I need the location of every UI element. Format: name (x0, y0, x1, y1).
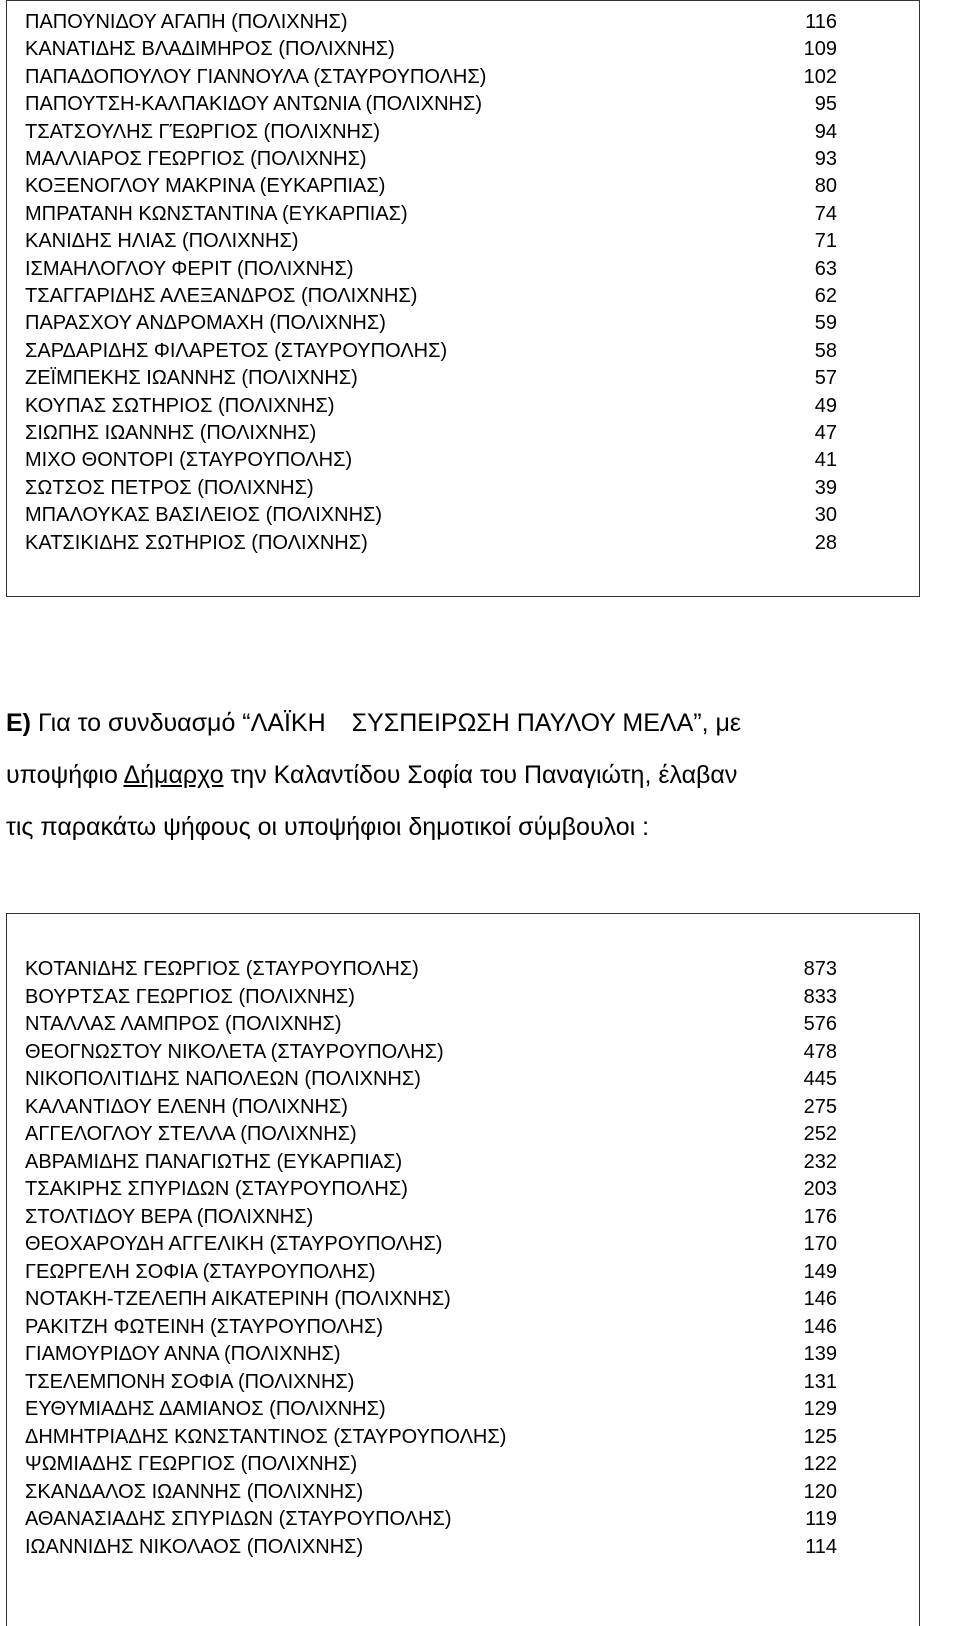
candidate-votes: 833 (803, 985, 837, 1008)
candidate-name: ΖΕΪΜΠΕΚΗΣ ΙΩΑΝΝΗΣ (ΠΟΛΙΧΝΗΣ) (25, 367, 358, 390)
candidate-name: ΘΕΟΓΝΩΣΤΟΥ ΝΙΚΟΛΕΤΑ (ΣΤΑΥΡΟΥΠΟΛΗΣ) (25, 1040, 444, 1063)
candidate-name: ΚΟΥΠΑΣ ΣΩΤΗΡΙΟΣ (ΠΟΛΙΧΝΗΣ) (25, 394, 335, 417)
candidate-name: ΓΙΑΜΟΥΡΙΔΟΥ ΑΝΝΑ (ΠΟΛΙΧΝΗΣ) (25, 1343, 341, 1365)
candidate-votes: 122 (803, 1453, 837, 1475)
candidate-name: ΚΟΞΕΝΟΓΛΟΥ ΜΑΚΡΙΝΑ (ΕΥΚΑΡΠΙΑΣ) (25, 175, 386, 198)
candidate-votes: 63 (814, 257, 837, 280)
table-row (25, 1286, 837, 1313)
candidate-name: ΕΥΘΥΜΙΑΔΗΣ ΔΑΜΙΑΝΟΣ (ΠΟΛΙΧΝΗΣ) (25, 1398, 386, 1420)
table-row (25, 201, 837, 228)
table-row (25, 956, 837, 983)
table-row (25, 365, 837, 392)
table-row (25, 420, 837, 447)
candidate-votes: 114 (805, 1535, 837, 1558)
candidate-name: ΝΙΚΟΠΟΛΙΤΙΔΗΣ ΝΑΠΟΛΕΩΝ (ΠΟΛΙΧΝΗΣ) (25, 1068, 421, 1090)
table-row (25, 310, 837, 337)
candidate-name: ΣΚΑΝΔΑΛΟΣ ΙΩΑΝΝΗΣ (ΠΟΛΙΧΝΗΣ) (25, 1480, 364, 1503)
table-row (25, 447, 837, 474)
candidate-votes: 445 (803, 1068, 837, 1090)
candidate-name: ΜΠΑΛΟΥΚΑΣ ΒΑΣΙΛΕΙΟΣ (ΠΟΛΙΧΝΗΣ) (25, 504, 383, 527)
candidate-name: ΠΑΡΑΣΧΟΥ ΑΝΔΡΟΜΑΧΗ (ΠΟΛΙΧΝΗΣ) (25, 312, 386, 335)
table-row (25, 338, 837, 365)
candidate-name: ΜΠΡΑΤΑΝΗ ΚΩΝΣΤΑΝΤΙΝΑ (ΕΥΚΑΡΠΙΑΣ) (25, 202, 408, 225)
candidate-votes: 39 (814, 476, 837, 499)
candidate-votes: 47 (814, 422, 837, 444)
table-row (25, 146, 837, 173)
candidate-name: ΣΤΟΛΤΙΔΟΥ ΒΕΡΑ (ΠΟΛΙΧΝΗΣ) (25, 1205, 314, 1228)
paragraph-text-2b: την Καλαντίδου Σοφία του Παναγιώτη, έλαβαν (223, 761, 738, 789)
table-row (25, 119, 837, 146)
candidate-votes: 62 (814, 285, 837, 307)
candidate-name: ΤΣΑΤΣΟΥΛΗΣ ΓΈΩΡΓΙΟΣ (ΠΟΛΙΧΝΗΣ) (25, 120, 381, 143)
candidate-votes: 129 (803, 1398, 837, 1420)
table-row (25, 256, 837, 283)
table-row (25, 1039, 837, 1066)
candidate-name: ΤΣΕΛΕΜΠΟΝΗ ΣΟΦΙΑ (ΠΟΛΙΧΝΗΣ) (25, 1370, 355, 1393)
table-row (25, 475, 837, 502)
candidate-name: ΨΩΜΙΑΔΗΣ ΓΕΩΡΓΙΟΣ (ΠΟΛΙΧΝΗΣ) (25, 1453, 358, 1475)
candidate-name: ΜΑΛΛΙΑΡΟΣ ΓΕΩΡΓΙΟΣ (ΠΟΛΙΧΝΗΣ) (25, 148, 367, 170)
table-row (25, 1149, 837, 1176)
candidate-votes: 58 (814, 339, 837, 362)
candidate-name: ΙΩΑΝΝΙΔΗΣ ΝΙΚΟΛΑΟΣ (ΠΟΛΙΧΝΗΣ) (25, 1535, 364, 1558)
table-row (25, 1314, 837, 1341)
candidate-name: ΑΒΡΑΜΙΔΗΣ ΠΑΝΑΓΙΩΤΗΣ (ΕΥΚΑΡΠΙΑΣ) (25, 1150, 403, 1173)
candidate-votes: 28 (814, 531, 837, 554)
table-row (25, 1534, 837, 1561)
candidate-name: ΙΣΜΑΗΛΟΓΛΟΥ ΦΕΡΙΤ (ΠΟΛΙΧΝΗΣ) (25, 257, 354, 280)
candidate-name: ΝΤΑΛΛΑΣ ΛΑΜΠΡΟΣ (ΠΟΛΙΧΝΗΣ) (25, 1013, 342, 1035)
candidate-name: ΠΑΠΟΥΝΙΔΟΥ ΑΓΑΠΗ (ΠΟΛΙΧΝΗΣ) (25, 11, 348, 33)
candidate-name: ΚΑΤΣΙΚΙΔΗΣ ΣΩΤΗΡΙΟΣ (ΠΟΛΙΧΝΗΣ) (25, 531, 368, 554)
candidate-votes: 131 (803, 1370, 837, 1393)
candidate-name: ΠΑΠΑΔΟΠΟΥΛΟΥ ΓΙΑΝΝΟΥΛΑ (ΣΤΑΥΡΟΥΠΟΛΗΣ) (25, 65, 487, 88)
candidate-votes: 94 (814, 120, 837, 143)
candidate-votes: 80 (814, 175, 837, 198)
candidate-name: ΘΕΟΧΑΡΟΥΔΗ ΑΓΓΕΛΙΚΗ (ΣΤΑΥΡΟΥΠΟΛΗΣ) (25, 1233, 443, 1255)
paragraph-line-2 (6, 752, 737, 798)
candidate-name: ΤΣΑΓΓΑΡΙΔΗΣ ΑΛΕΞΑΝΔΡΟΣ (ΠΟΛΙΧΝΗΣ) (25, 285, 418, 307)
candidate-votes: 232 (803, 1150, 837, 1173)
section-label: Ε) (6, 709, 31, 737)
candidate-votes: 41 (814, 449, 837, 472)
table-row (25, 1121, 837, 1148)
candidate-name: ΜΙΧΟ ΘΟΝΤΟΡΙ (ΣΤΑΥΡΟΥΠΟΛΗΣ) (25, 449, 353, 472)
table-row (25, 1176, 837, 1203)
candidate-votes: 478 (803, 1040, 837, 1063)
table-row (25, 1011, 837, 1038)
table-row (25, 173, 837, 200)
candidate-name: ΚΑΝΙΔΗΣ ΗΛΙΑΣ (ΠΟΛΙΧΝΗΣ) (25, 230, 299, 253)
candidate-name: ΓΕΩΡΓΕΛΗ ΣΟΦΙΑ (ΣΤΑΥΡΟΥΠΟΛΗΣ) (25, 1260, 376, 1283)
candidate-votes: 146 (803, 1315, 837, 1338)
candidate-votes: 120 (803, 1480, 837, 1503)
table-row (25, 1479, 837, 1506)
table-row (25, 228, 837, 255)
table-row (25, 1424, 837, 1451)
candidate-votes: 576 (803, 1013, 837, 1035)
table-row (25, 91, 837, 118)
paragraph-text-1b: ΣΥΣΠΕΙΡΩΣΗ ΠΑΥΛΟΥ ΜΕΛΑ”, με (351, 709, 742, 737)
candidate-name: ΚΑΝΑΤΙΔΗΣ ΒΛΑΔΙΜΗΡΟΣ (ΠΟΛΙΧΝΗΣ) (25, 38, 395, 61)
candidate-votes: 116 (805, 11, 837, 33)
candidate-name: ΒΟΥΡΤΣΑΣ ΓΕΩΡΓΙΟΣ (ΠΟΛΙΧΝΗΣ) (25, 985, 355, 1008)
candidate-votes: 125 (803, 1425, 837, 1448)
candidate-votes: 57 (814, 367, 837, 390)
candidate-votes: 30 (814, 504, 837, 527)
table-row (25, 502, 837, 529)
candidate-votes: 102 (803, 65, 837, 88)
candidate-name: ΣΑΡΔΑΡΙΔΗΣ ΦΙΛΑΡΕΤΟΣ (ΣΤΑΥΡΟΥΠΟΛΗΣ) (25, 339, 448, 362)
paragraph-text-1a: Για το συνδυασμό “ΛΑΪΚΗ (31, 709, 326, 737)
candidate-votes: 95 (814, 93, 837, 116)
candidate-votes: 170 (803, 1233, 837, 1255)
candidate-votes: 146 (803, 1288, 837, 1310)
table-row (25, 530, 837, 557)
candidate-votes: 74 (814, 202, 837, 225)
table-row (25, 1369, 837, 1396)
candidate-votes: 71 (814, 230, 837, 253)
candidate-votes: 176 (803, 1205, 837, 1228)
candidate-name: ΤΣΑΚΙΡΗΣ ΣΠΥΡΙΔΩΝ (ΣΤΑΥΡΟΥΠΟΛΗΣ) (25, 1178, 408, 1200)
candidate-name: ΝΟΤΑΚΗ-ΤΖΕΛΕΠΗ ΑΙΚΑΤΕΡΙΝΗ (ΠΟΛΙΧΝΗΣ) (25, 1288, 451, 1310)
table-row (25, 9, 837, 36)
table-row (25, 1259, 837, 1286)
table-row (25, 1396, 837, 1423)
candidate-votes: 203 (803, 1178, 837, 1200)
candidate-name: ΑΘΑΝΑΣΙΑΔΗΣ ΣΠΥΡΙΔΩΝ (ΣΤΑΥΡΟΥΠΟΛΗΣ) (25, 1508, 452, 1530)
candidate-votes: 139 (803, 1343, 837, 1365)
top-results-table (6, 0, 920, 597)
candidate-votes: 93 (814, 148, 837, 170)
candidate-name: ΠΑΠΟΥΤΣΗ-ΚΑΛΠΑΚΙΔΟΥ ΑΝΤΩΝΙΑ (ΠΟΛΙΧΝΗΣ) (25, 93, 483, 116)
candidate-name: ΔΗΜΗΤΡΙΑΔΗΣ ΚΩΝΣΤΑΝΤΙΝΟΣ (ΣΤΑΥΡΟΥΠΟΛΗΣ) (25, 1425, 507, 1448)
table-row (25, 1204, 837, 1231)
candidate-votes: 149 (803, 1260, 837, 1283)
table-row (25, 1506, 837, 1533)
candidate-votes: 109 (803, 38, 837, 61)
paragraph-text-2a: υποψήφιο (6, 761, 124, 789)
bottom-results-table (6, 913, 920, 1626)
table-row (25, 393, 837, 420)
candidate-name: ΚΟΤΑΝΙΔΗΣ ΓΕΩΡΓΙΟΣ (ΣΤΑΥΡΟΥΠΟΛΗΣ) (25, 958, 419, 980)
table-row (25, 1066, 837, 1093)
candidate-votes: 119 (805, 1508, 837, 1530)
candidate-name: ΑΓΓΕΛΟΓΛΟΥ ΣΤΕΛΛΑ (ΠΟΛΙΧΝΗΣ) (25, 1123, 357, 1145)
table-row (25, 1094, 837, 1121)
candidate-votes: 59 (814, 312, 837, 335)
candidate-name: ΣΩΤΣΟΣ ΠΕΤΡΟΣ (ΠΟΛΙΧΝΗΣ) (25, 476, 314, 499)
candidate-name: ΚΑΛΑΝΤΙΔΟΥ ΕΛΕΝΗ (ΠΟΛΙΧΝΗΣ) (25, 1095, 348, 1118)
paragraph-line-1 (6, 700, 741, 746)
paragraph-line-3: τις παρακάτω ψήφους οι υποψήφιοι δημοτικοί σύμβουλοι : (6, 813, 650, 841)
candidate-votes: 873 (803, 958, 837, 980)
table-row (25, 1451, 837, 1478)
table-row (25, 1341, 837, 1368)
candidate-votes: 49 (814, 394, 837, 417)
paragraph-mayor-word: Δήμαρχο (123, 761, 224, 789)
candidate-votes: 275 (803, 1095, 837, 1118)
table-row (25, 64, 837, 91)
table-row (25, 984, 837, 1011)
table-row (25, 283, 837, 310)
candidate-name: ΣΙΩΠΗΣ ΙΩΑΝΝΗΣ (ΠΟΛΙΧΝΗΣ) (25, 422, 317, 444)
candidate-votes: 252 (803, 1123, 837, 1145)
table-row (25, 1231, 837, 1258)
candidate-name: ΡΑΚΙΤΖΗ ΦΩΤΕΙΝΗ (ΣΤΑΥΡΟΥΠΟΛΗΣ) (25, 1315, 383, 1338)
table-row (25, 36, 837, 63)
